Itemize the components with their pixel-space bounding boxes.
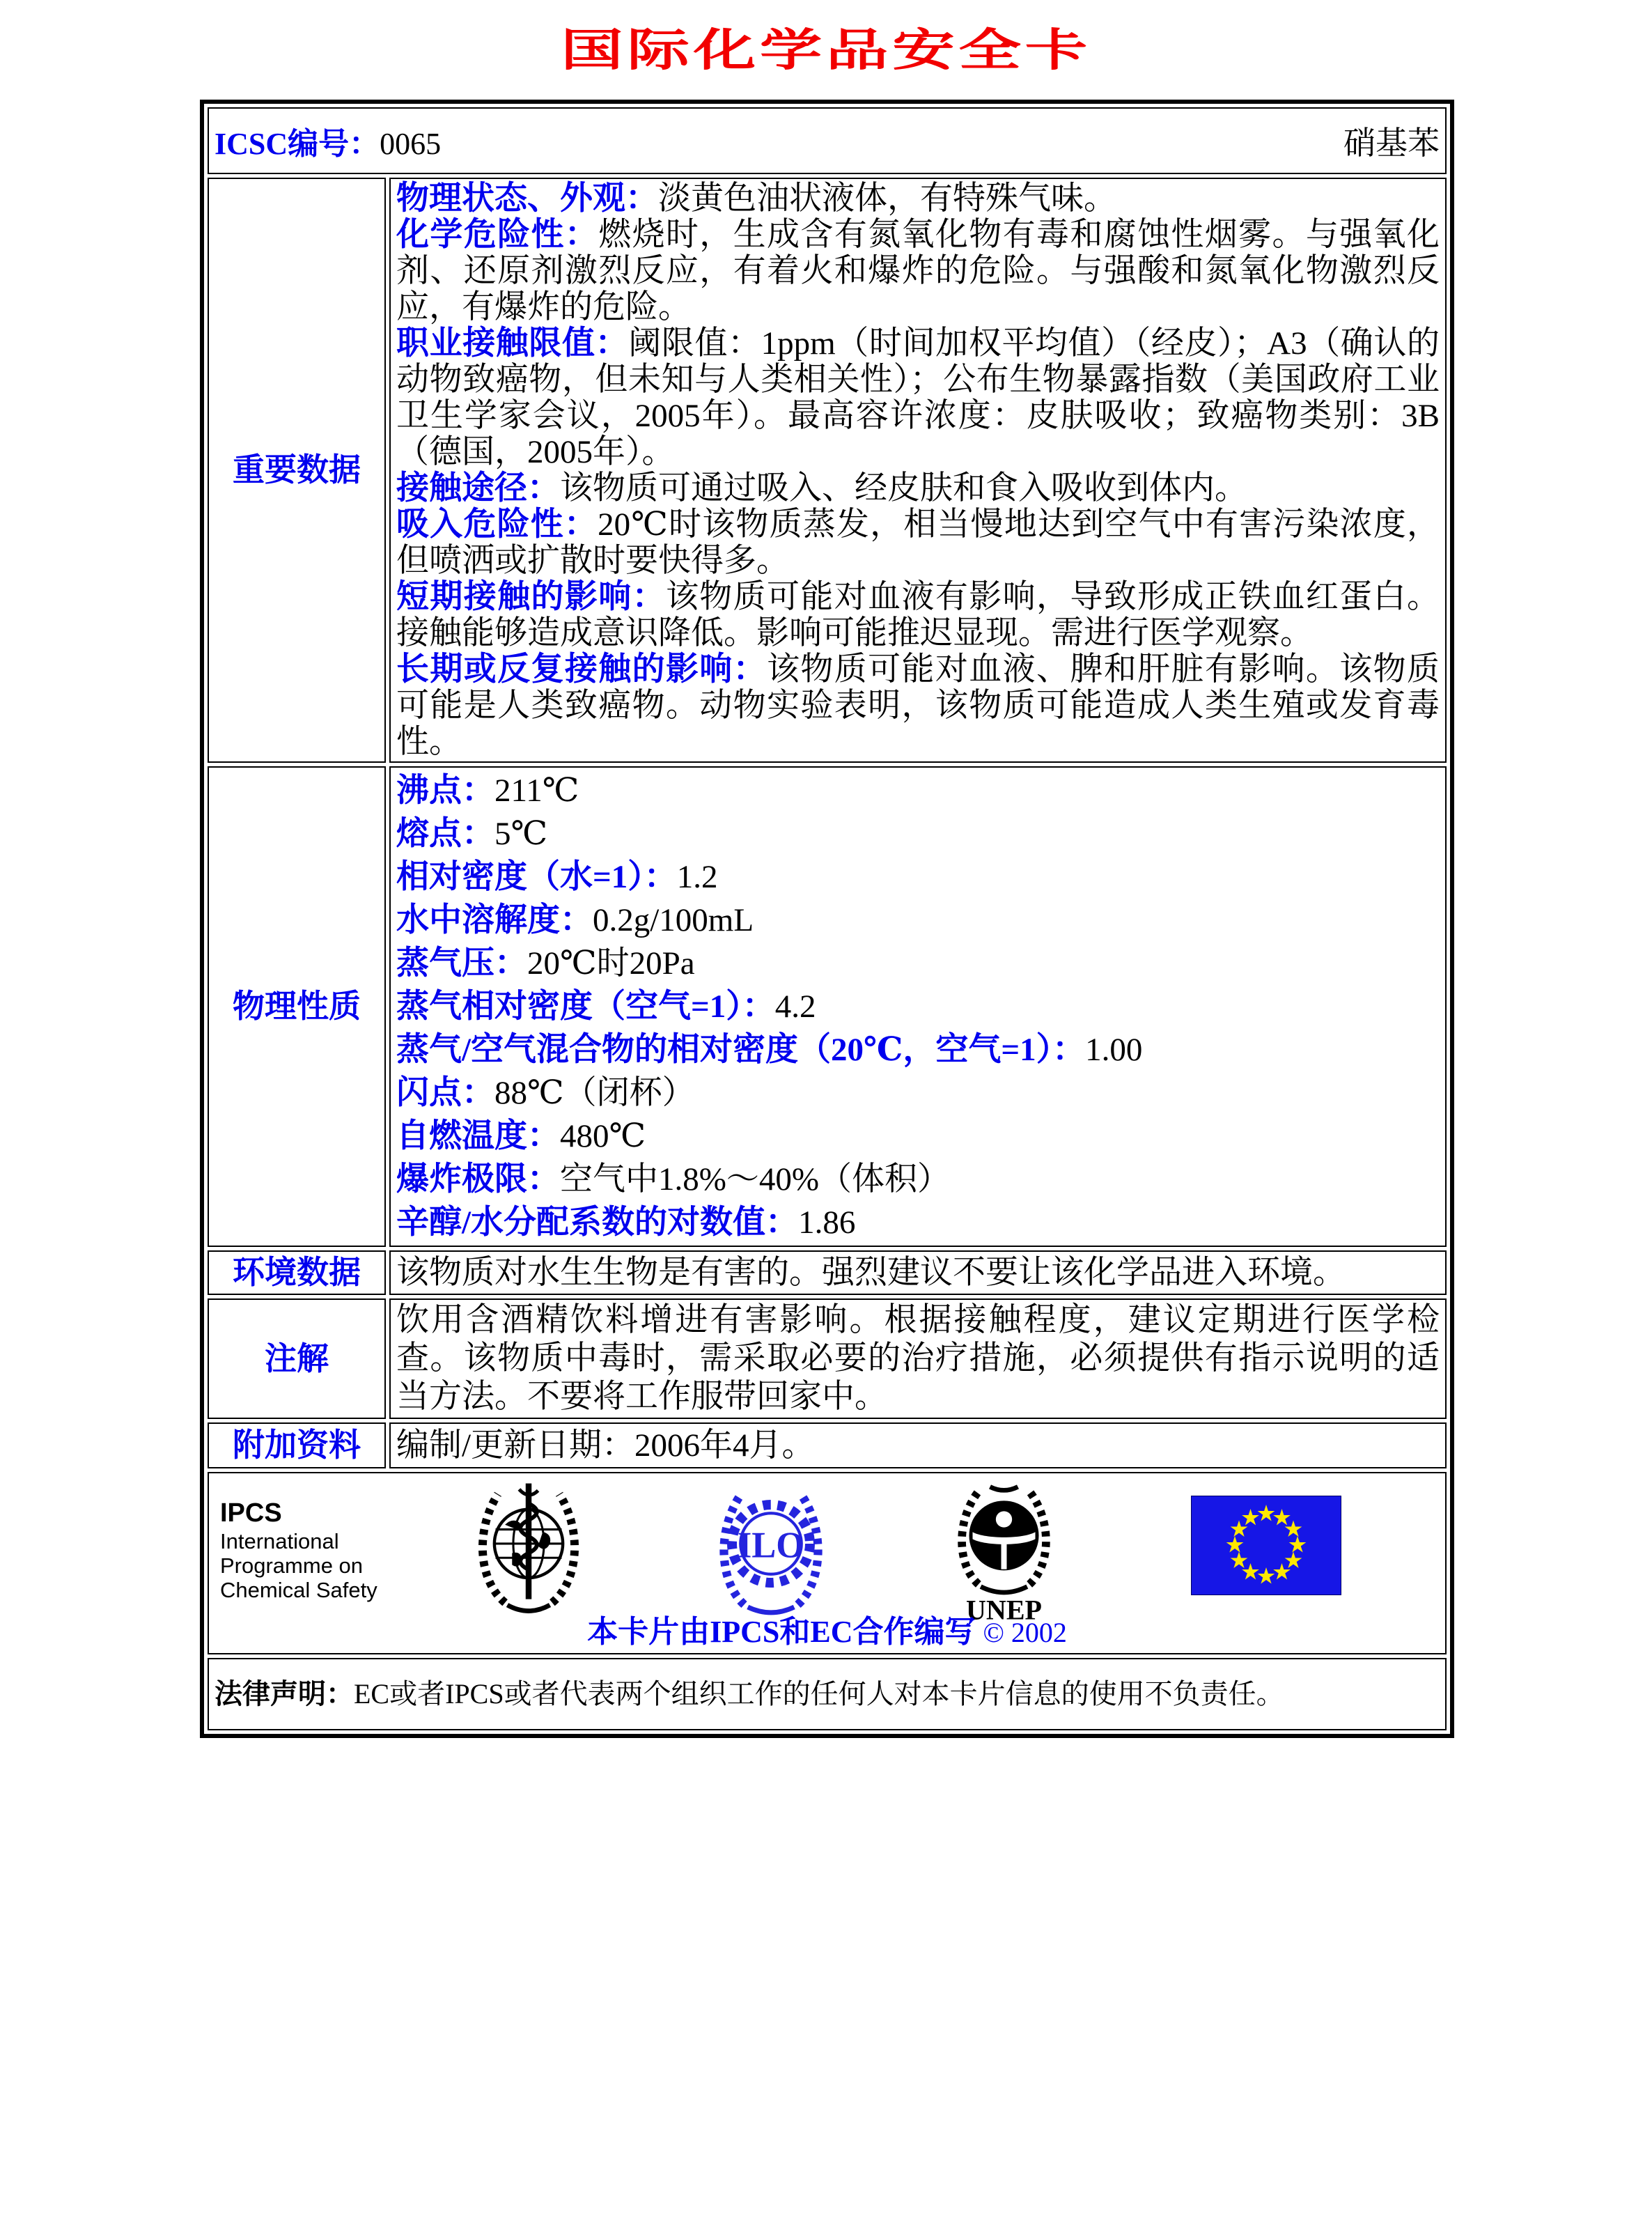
property-vapor-density — [396, 985, 1440, 1028]
field-label: 短期接触的影响： — [396, 579, 666, 615]
field-label: 吸入危险性： — [396, 506, 598, 543]
property-label: 蒸气相对密度（空气=1）： — [396, 988, 775, 1025]
additional-info-content: 编制/更新日期：2006年4月。 — [389, 1422, 1447, 1468]
property-label: 自燃温度： — [396, 1118, 560, 1154]
environmental-data-row — [208, 1250, 1447, 1295]
property-label: 闪点： — [396, 1075, 494, 1111]
property-label: 爆炸极限： — [396, 1161, 560, 1197]
important-data-content — [389, 178, 1447, 763]
notes-row — [208, 1298, 1447, 1419]
ipcs-acronym: IPCS — [220, 1498, 282, 1528]
property-label: 相对密度（水=1）： — [396, 859, 677, 895]
footer-caption — [209, 1615, 1445, 1650]
field-label: 职业接触限值： — [396, 325, 629, 362]
legal-text: EC或者IPCS或者代表两个组织工作的任何人对本卡片信息的使用不负责任。 — [354, 1678, 1284, 1709]
property-melting-point — [396, 812, 1440, 855]
unep-letters: UNEP — [966, 1594, 1042, 1624]
field-text: 该物质可能对血液有影响，导致形成正铁血红蛋白。接触能够造成意识降低。影响可能推迟显现。需进行医学观察。 — [396, 579, 1440, 651]
property-label: 辛醇/水分配系数的对数值： — [396, 1204, 799, 1241]
field-exposure-routes — [396, 470, 1440, 506]
field-label: 化学危险性： — [396, 217, 599, 253]
ilo-letters: ILO — [737, 1525, 805, 1566]
property-value: 4.2 — [774, 988, 816, 1025]
legal-cell — [208, 1658, 1447, 1730]
field-label: 长期或反复接触的影响： — [396, 651, 767, 688]
unep-logo-icon — [943, 1478, 1065, 1624]
section-label-important-data: 重要数据 — [208, 178, 386, 763]
property-label: 蒸气压： — [396, 945, 527, 982]
field-text: 阈限值：1ppm（时间加权平均值）（经皮）；A3（确认的动物致癌物，但未知与人类相关性）；公布生物暴露指数（美国政府工业卫生学家会议，2005年）。最高容许浓度：皮肤吸收；致癌物类别：3B（德国，2005年）。 — [396, 325, 1440, 470]
field-occupational-limits — [396, 325, 1440, 470]
notes-content — [389, 1298, 1447, 1419]
field-text: 该物质可能对血液、脾和肝脏有影响。该物质可能是人类致癌物。动物实验表明，该物质可能造成人类生殖或发育毒性。 — [396, 651, 1440, 760]
field-text: 燃烧时，生成含有氮氧化物有毒和腐蚀性烟雾。与强氧化剂、还原剂激烈反应，有着火和爆炸的危险。与强酸和氮氧化物激烈反应，有爆炸的危险。 — [396, 217, 1440, 325]
property-boiling-point — [396, 769, 1440, 812]
field-long-term-effects — [396, 651, 1440, 760]
field-label: 物理状态、外观： — [396, 180, 658, 217]
field-chemical-danger — [396, 217, 1440, 325]
property-label: 熔点： — [396, 816, 494, 852]
property-label: 水中溶解度： — [396, 902, 593, 938]
property-value: 480℃ — [560, 1118, 646, 1154]
section-label-environmental-data: 环境数据 — [208, 1250, 386, 1295]
notes-text: 饮用含酒精饮料增进有害影响。根据接触程度，建议定期进行医学检查。该物质中毒时，需采取必要的治疗措施，必须提供有指示说明的适当方法。不要将工作服带回家中。 — [396, 1302, 1440, 1415]
property-explosive-limits — [396, 1158, 1440, 1201]
card-title: 国际化学品安全卡 — [561, 26, 1091, 75]
important-data-row — [208, 178, 1447, 763]
property-value: 211℃ — [494, 773, 579, 809]
footer-caption-text: 本卡片由IPCS和EC合作编写 — [587, 1615, 976, 1649]
field-label: 接触途径： — [396, 470, 560, 506]
eu-flag-icon — [1191, 1496, 1341, 1595]
ipcs-line-2: Programme on — [220, 1553, 364, 1578]
ipcs-text-block — [220, 1497, 377, 1602]
who-logo-icon — [462, 1478, 595, 1617]
legal-row — [208, 1658, 1447, 1730]
additional-info-row — [208, 1422, 1447, 1468]
property-value: 1.2 — [676, 859, 718, 895]
property-value: 1.00 — [1085, 1032, 1143, 1068]
property-vapor-air-mixture-density — [396, 1028, 1440, 1071]
field-inhalation-risk — [396, 506, 1440, 579]
property-water-solubility — [396, 899, 1440, 942]
physical-properties-row — [208, 766, 1447, 1247]
legal-label: 法律声明： — [215, 1678, 354, 1709]
property-label: 蒸气/空气混合物的相对密度（20℃，空气=1）： — [396, 1032, 1086, 1068]
section-label-additional-info: 附加资料 — [208, 1422, 386, 1468]
icsc-number-cell — [208, 107, 1447, 174]
chemical-name: 硝基苯 — [1343, 125, 1440, 161]
property-value: 88℃（闭杯） — [494, 1075, 695, 1111]
environmental-data-content: 该物质对水生生物是有害的。强烈建议不要让该化学品进入环境。 — [389, 1250, 1447, 1295]
field-text: 该物质可通过吸入、经皮肤和食入吸收到体内。 — [560, 470, 1247, 506]
footer-copyright: © 2002 — [983, 1617, 1067, 1648]
section-label-physical-properties: 物理性质 — [208, 766, 386, 1247]
field-text: 20℃时该物质蒸发，相当慢地达到空气中有害污染浓度，但喷洒或扩散时要快得多。 — [396, 506, 1440, 579]
property-vapor-pressure — [396, 942, 1440, 985]
property-autoignition-temperature — [396, 1115, 1440, 1158]
property-value: 1.86 — [798, 1204, 856, 1241]
property-relative-density — [396, 855, 1440, 899]
logos-row — [208, 1472, 1447, 1654]
icsc-label: ICSC编号： — [215, 127, 380, 161]
ipcs-line-3: Chemical Safety — [220, 1578, 377, 1602]
property-value: 0.2g/100mL — [593, 902, 754, 938]
property-octanol-water-partition — [396, 1201, 1440, 1244]
icsc-number-row — [208, 107, 1447, 174]
ilo-logo-icon — [705, 1480, 837, 1617]
physical-properties-content — [389, 766, 1447, 1247]
page-title — [0, 24, 1652, 78]
property-value: 5℃ — [494, 816, 548, 852]
icsc-number: 0065 — [380, 127, 442, 161]
icsc-number-group — [215, 118, 441, 163]
section-label-notes: 注解 — [208, 1298, 386, 1419]
ipcs-line-1: International — [220, 1529, 339, 1553]
logos-cell — [208, 1472, 1447, 1654]
field-physical-state — [396, 180, 1440, 217]
property-label: 沸点： — [396, 773, 494, 809]
field-short-term-effects — [396, 579, 1440, 651]
property-value: 20℃时20Pa — [527, 945, 695, 982]
safety-card-table — [200, 100, 1454, 1738]
property-value: 空气中1.8%～40%（体积） — [560, 1161, 951, 1197]
field-text: 淡黄色油状液体，有特殊气味。 — [658, 180, 1116, 217]
property-flash-point — [396, 1071, 1440, 1115]
